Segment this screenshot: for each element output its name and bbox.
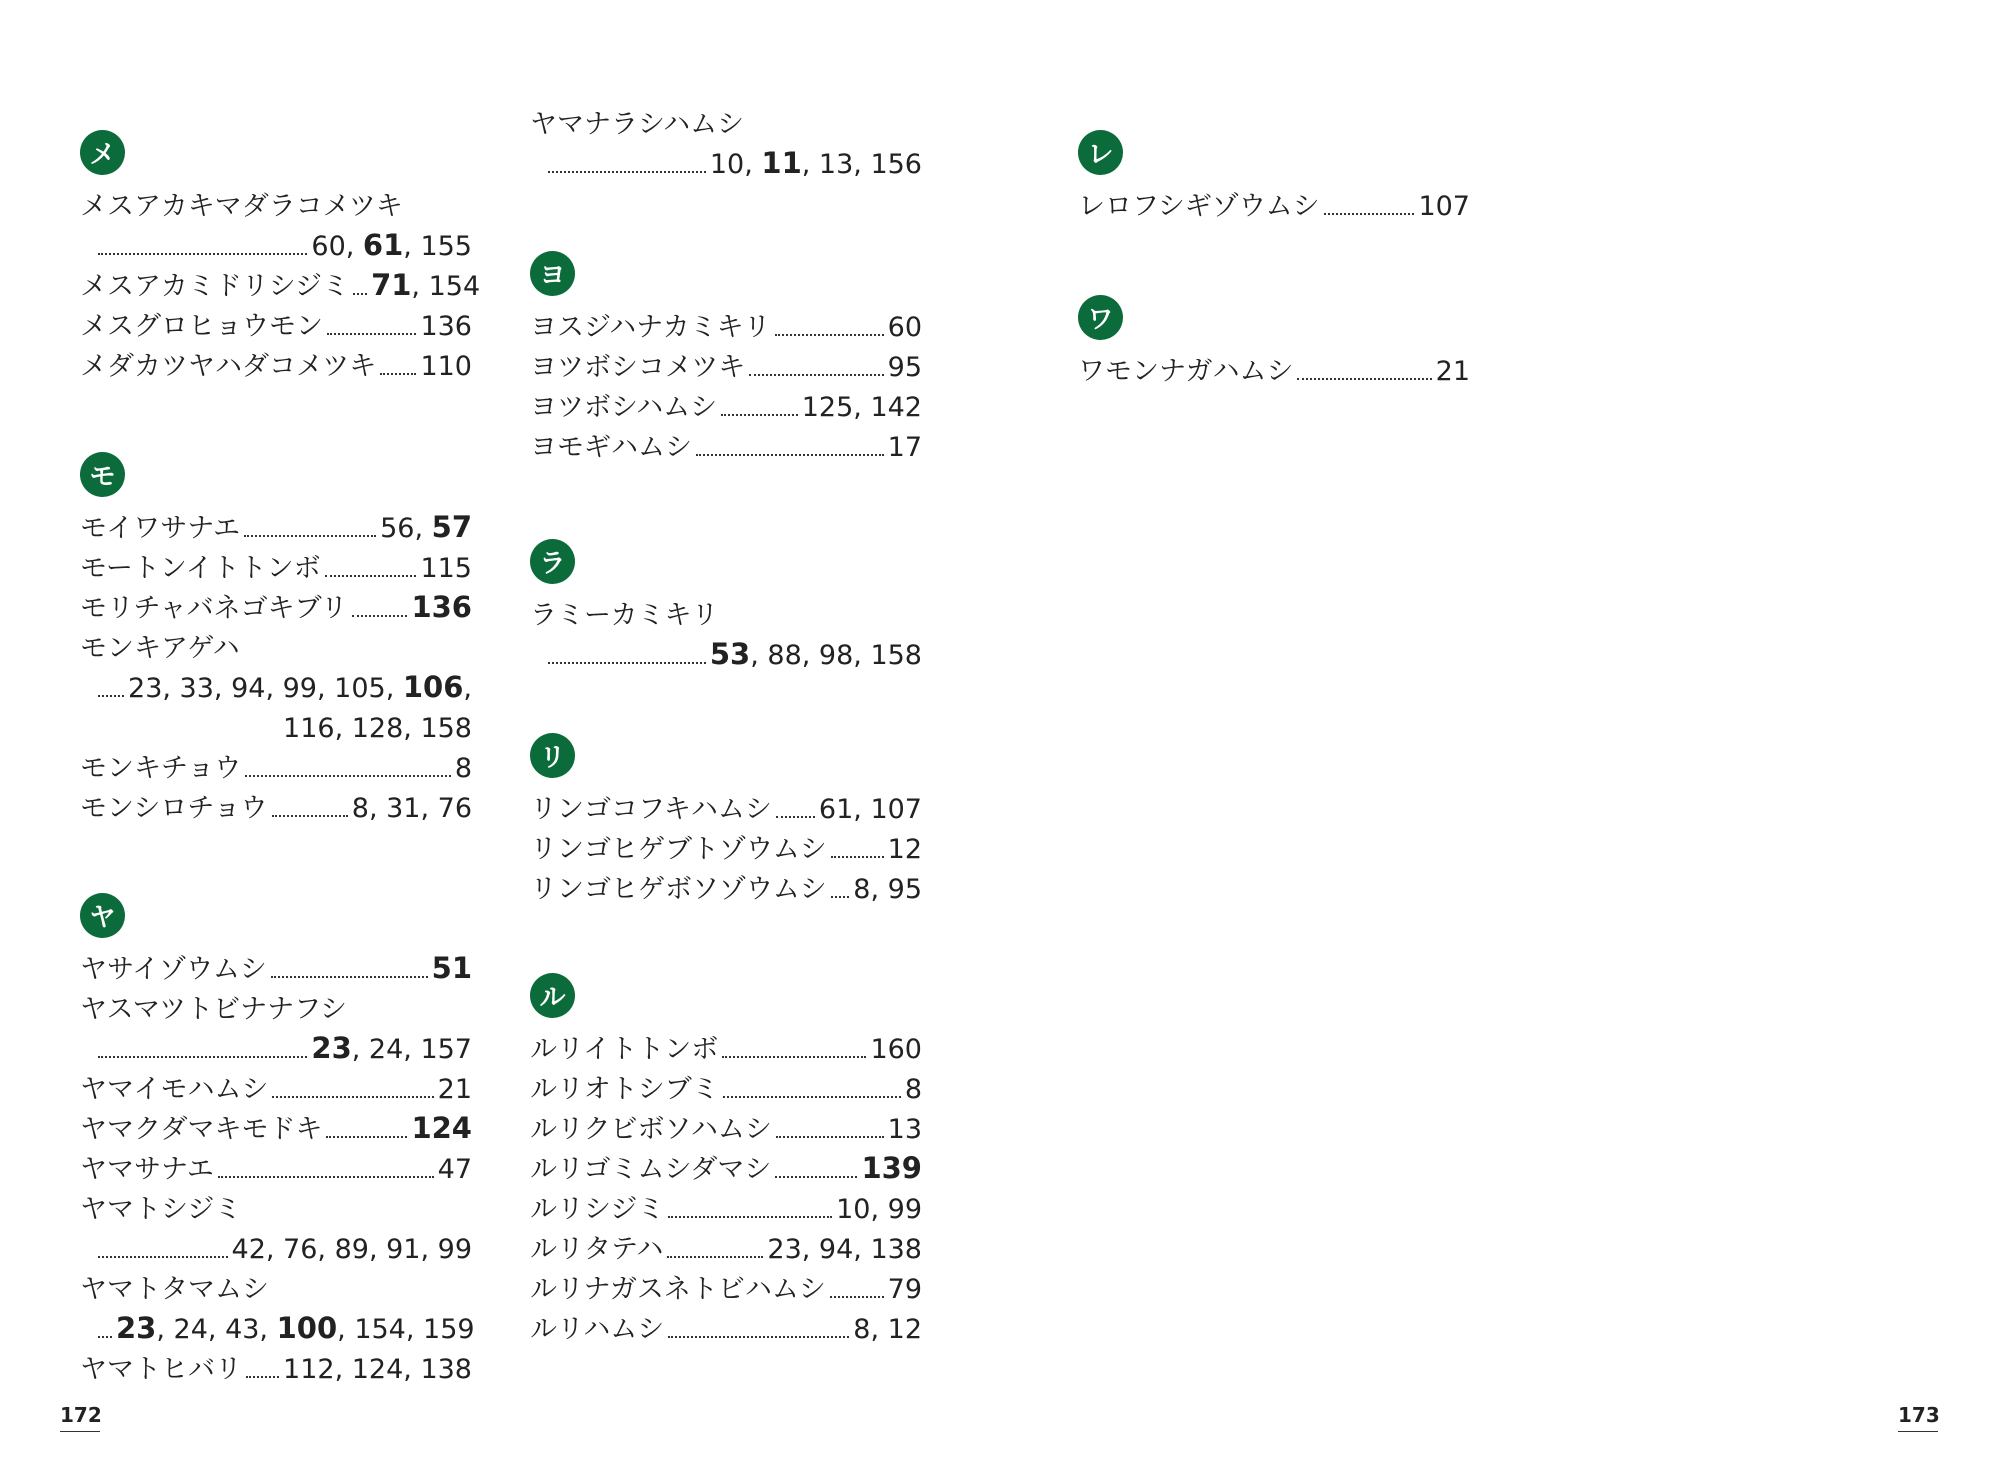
page-ref: 95 bbox=[887, 874, 922, 905]
page-ref: 99 bbox=[282, 673, 317, 704]
page-ref: 94 bbox=[818, 1234, 854, 1265]
section-letter-badge: ヤ bbox=[80, 893, 125, 938]
page-ref: 112 bbox=[283, 1354, 335, 1385]
entry-pages: 23, 24, 43, 100, 154, 159 bbox=[116, 1311, 475, 1345]
page-ref: 60 bbox=[311, 231, 346, 262]
entry-name: モンキアゲハ bbox=[80, 633, 240, 664]
index-entry bbox=[530, 388, 922, 428]
dot-leader bbox=[1324, 212, 1415, 215]
page-ref: 105 bbox=[334, 673, 386, 704]
section-letter-badge: レ bbox=[1078, 130, 1123, 175]
dot-leader bbox=[696, 453, 884, 456]
entry-name: ヤマイモハムシ bbox=[80, 1074, 269, 1105]
page-ref: 89 bbox=[334, 1234, 369, 1265]
dot-leader bbox=[830, 1295, 884, 1298]
dot-leader bbox=[218, 1175, 434, 1178]
dot-leader bbox=[272, 814, 348, 817]
entry-name: リンゴコフキハムシ bbox=[530, 794, 772, 825]
entry-pages: 23, 94, 138 bbox=[767, 1234, 922, 1265]
entry-name: ヤマトシジミ bbox=[80, 1194, 242, 1225]
index-entry bbox=[80, 1270, 475, 1350]
entry-name: ヤスマツトビナナフシ bbox=[80, 994, 348, 1025]
section-ra bbox=[530, 539, 922, 676]
page-ref: 71 bbox=[371, 268, 412, 302]
entry-pages: 56, 57 bbox=[380, 510, 472, 544]
entry-name: モンシロチョウ bbox=[80, 793, 268, 824]
entry-pages bbox=[411, 1108, 472, 1150]
index-entry bbox=[530, 1230, 922, 1270]
page-ref: 100 bbox=[276, 1311, 338, 1345]
index-entry bbox=[80, 629, 472, 749]
entry-name: ヨツボシハムシ bbox=[530, 392, 718, 423]
page-ref: 138 bbox=[420, 1354, 472, 1385]
page-ref: 91 bbox=[386, 1234, 421, 1265]
index-entry bbox=[80, 1350, 472, 1390]
entry-pages-line bbox=[80, 227, 472, 267]
page-ref: 31 bbox=[386, 793, 421, 824]
entry-name: メスアカミドリシジミ bbox=[80, 271, 350, 302]
entry-name-line bbox=[80, 990, 472, 1030]
dot-leader bbox=[325, 574, 417, 577]
page-ref: 107 bbox=[870, 794, 922, 825]
entry-line bbox=[80, 509, 472, 549]
dot-leader bbox=[98, 1055, 307, 1058]
section-letter-badge: ワ bbox=[1078, 295, 1123, 340]
entry-pages-line bbox=[530, 636, 922, 676]
entry-pages bbox=[420, 347, 472, 387]
page-ref: 21 bbox=[437, 1074, 472, 1105]
index-entry bbox=[80, 187, 472, 267]
page-ref: 13 bbox=[887, 1114, 922, 1145]
index-entry bbox=[80, 1150, 472, 1190]
page-ref: 116 bbox=[283, 713, 335, 744]
index-entry bbox=[530, 428, 922, 468]
page-ref: 8 bbox=[351, 793, 369, 824]
dot-leader bbox=[352, 614, 408, 617]
entry-pages: 42, 76, 89, 91, 99 bbox=[231, 1234, 472, 1265]
page-ref: 136 bbox=[420, 311, 472, 342]
entry-name: ヤマサナエ bbox=[80, 1154, 214, 1185]
entry-name: ヨツボシコメツキ bbox=[530, 352, 746, 383]
entry-pages bbox=[1436, 352, 1470, 392]
entry-name: モンキチョウ bbox=[80, 753, 242, 784]
page-ref: 33 bbox=[179, 673, 214, 704]
entry-line bbox=[1078, 352, 1470, 392]
entry-name: ヤサイゾウムシ bbox=[80, 954, 267, 985]
entry-pages bbox=[888, 428, 922, 468]
index-entry bbox=[1078, 352, 1470, 392]
entry-line bbox=[80, 267, 481, 307]
dot-leader bbox=[98, 1255, 228, 1258]
section-letter-badge: ラ bbox=[530, 539, 575, 584]
section-ru bbox=[530, 973, 922, 1350]
dot-leader bbox=[776, 815, 815, 818]
entry-pages bbox=[1418, 187, 1470, 227]
page-ref: 42 bbox=[231, 1234, 266, 1265]
page-ref: 23 bbox=[311, 1031, 352, 1065]
index-entry bbox=[80, 950, 472, 990]
entry-line bbox=[530, 1070, 922, 1110]
page-ref: 23 bbox=[128, 673, 163, 704]
entry-pages: 8, 31, 76 bbox=[351, 793, 472, 824]
entry-name: メダカツヤハダコメツキ bbox=[80, 351, 377, 382]
dot-leader bbox=[668, 1215, 832, 1218]
page-ref: 138 bbox=[870, 1234, 922, 1265]
entry-line bbox=[80, 1150, 472, 1190]
section-ri bbox=[530, 733, 922, 910]
entry-line bbox=[80, 1350, 472, 1390]
entry-name-line bbox=[80, 1270, 472, 1310]
entry-pages bbox=[888, 830, 922, 870]
page-ref: 155 bbox=[420, 231, 472, 262]
entry-pages bbox=[411, 587, 472, 629]
page-ref: 53 bbox=[709, 637, 751, 671]
entry-line bbox=[530, 1030, 922, 1070]
entry-pages bbox=[888, 1270, 922, 1310]
page-ref: 76 bbox=[283, 1234, 318, 1265]
dot-leader bbox=[721, 413, 798, 416]
entry-line bbox=[530, 830, 922, 870]
entry-line bbox=[80, 307, 472, 347]
dot-leader bbox=[326, 1135, 407, 1138]
entry-pages bbox=[438, 1070, 472, 1110]
page-ref: 17 bbox=[887, 432, 922, 463]
entry-pages: 125, 142 bbox=[801, 392, 922, 423]
entry-pages bbox=[888, 348, 922, 388]
entry-name-line bbox=[80, 1190, 472, 1230]
dot-leader bbox=[775, 1175, 857, 1178]
index-entry bbox=[530, 870, 922, 910]
entry-name: リンゴヒゲブトゾウムシ bbox=[530, 834, 827, 865]
entry-pages bbox=[905, 1070, 922, 1110]
page-ref: 8 bbox=[904, 1074, 922, 1105]
entry-line bbox=[530, 1230, 922, 1270]
page-ref: 160 bbox=[870, 1034, 922, 1065]
entry-pages bbox=[438, 1150, 472, 1190]
index-entry bbox=[530, 1110, 922, 1150]
page-ref: 159 bbox=[423, 1314, 475, 1345]
entry-pages-line bbox=[80, 669, 472, 709]
index-entry bbox=[530, 1310, 922, 1350]
page-ref: 154 bbox=[354, 1314, 406, 1345]
page-ref: 154 bbox=[428, 271, 481, 302]
entry-line bbox=[1078, 187, 1470, 227]
dot-leader bbox=[749, 373, 883, 376]
entry-pages: 60, 61, 155 bbox=[311, 228, 472, 262]
page-ref: 158 bbox=[870, 640, 922, 671]
entry-line bbox=[80, 549, 472, 589]
page-ref: 76 bbox=[437, 793, 472, 824]
page-ref: 99 bbox=[437, 1234, 472, 1265]
index-entry bbox=[530, 1270, 922, 1310]
entry-name: ワモンナガハムシ bbox=[1078, 356, 1294, 387]
page-ref: 115 bbox=[420, 553, 472, 584]
dot-leader bbox=[1297, 377, 1431, 380]
page-ref: 142 bbox=[870, 392, 922, 423]
index-entry bbox=[530, 308, 922, 348]
page-ref: 47 bbox=[437, 1154, 472, 1185]
entry-line bbox=[80, 749, 472, 789]
entry-name: メスグロヒョウモン bbox=[80, 311, 323, 342]
dot-leader bbox=[246, 1375, 279, 1378]
page-ref: 156 bbox=[870, 149, 922, 180]
dot-leader bbox=[831, 895, 850, 898]
page-ref: 51 bbox=[431, 951, 472, 985]
entry-pages bbox=[861, 1148, 922, 1190]
entry-line bbox=[530, 348, 922, 388]
page-ref: 61 bbox=[818, 794, 854, 825]
page-ref: 136 bbox=[411, 590, 472, 624]
dot-leader bbox=[776, 1135, 884, 1138]
dot-leader bbox=[245, 774, 451, 777]
entry-name: ヤマトヒバリ bbox=[80, 1354, 242, 1385]
entry-pages: 112, 124, 138 bbox=[283, 1354, 472, 1385]
page-ref: 8 bbox=[853, 874, 871, 905]
entry-name: ヤマトタマムシ bbox=[80, 1274, 269, 1305]
page-ref: 94 bbox=[231, 673, 266, 704]
entry-pages: 8, 12 bbox=[853, 1314, 922, 1345]
dot-leader bbox=[723, 1095, 901, 1098]
entry-pages: 53, 88, 98, 158 bbox=[709, 637, 922, 671]
entry-name-line bbox=[530, 105, 922, 145]
page-ref: 139 bbox=[861, 1151, 922, 1185]
entry-name: モイワサナエ bbox=[80, 513, 241, 544]
page-ref: 61 bbox=[362, 228, 404, 262]
dot-leader bbox=[244, 534, 376, 537]
index-entry bbox=[80, 1190, 472, 1270]
page-ref: 56 bbox=[380, 513, 415, 544]
entry-pages: 61, 107 bbox=[818, 794, 922, 825]
index-entry bbox=[530, 1190, 922, 1230]
page-ref: 21 bbox=[1435, 356, 1470, 387]
entry-pages-line bbox=[530, 145, 922, 185]
entry-pages: 71, 154 bbox=[371, 268, 481, 302]
page-ref: 24 bbox=[368, 1034, 404, 1065]
entry-name-line bbox=[530, 596, 922, 636]
section-ya bbox=[80, 893, 475, 1390]
index-entry bbox=[530, 1150, 922, 1190]
dot-leader bbox=[668, 1335, 849, 1338]
entry-name: ルリタテハ bbox=[530, 1234, 664, 1265]
index-entry bbox=[80, 789, 472, 829]
section-me bbox=[80, 130, 481, 387]
page-ref: 23 bbox=[767, 1234, 802, 1265]
entry-name: ヨモギハムシ bbox=[530, 432, 692, 463]
index-entry bbox=[530, 790, 922, 830]
page-ref: 124 bbox=[351, 1354, 404, 1385]
section-letter-badge: モ bbox=[80, 452, 125, 497]
dot-leader bbox=[353, 292, 367, 295]
entry-name: ルリイトトンボ bbox=[530, 1034, 719, 1065]
section-wa bbox=[1078, 295, 1470, 392]
index-entry bbox=[530, 348, 922, 388]
entry-line bbox=[530, 308, 922, 348]
dot-leader bbox=[548, 661, 706, 664]
section-letter-badge: ル bbox=[530, 973, 575, 1018]
entry-pages bbox=[888, 1110, 922, 1150]
index-entry bbox=[530, 596, 922, 676]
entry-pages: 23, 33, 94, 99, 105, 106, bbox=[128, 670, 472, 704]
page-ref: 98 bbox=[818, 640, 854, 671]
dot-leader bbox=[722, 1055, 866, 1058]
entry-name: ルリシジミ bbox=[530, 1194, 665, 1225]
dot-leader bbox=[831, 855, 884, 858]
page-ref: 157 bbox=[420, 1034, 472, 1065]
entry-name: モリチャバネゴキブリ bbox=[80, 593, 348, 624]
entry-line bbox=[80, 950, 472, 990]
page-ref: 24 bbox=[173, 1314, 208, 1345]
entry-line bbox=[530, 428, 922, 468]
dot-leader bbox=[98, 1335, 112, 1338]
index-entry bbox=[80, 267, 481, 307]
index-entry bbox=[530, 1030, 922, 1070]
page-ref: 99 bbox=[887, 1194, 922, 1225]
page-ref: 43 bbox=[225, 1314, 260, 1345]
page-ref: 110 bbox=[420, 351, 472, 382]
page-ref: 8 bbox=[454, 753, 472, 784]
page-ref: 124 bbox=[411, 1111, 472, 1145]
entry-pages bbox=[455, 749, 472, 789]
section-letter-badge: メ bbox=[80, 130, 125, 175]
index-entry bbox=[80, 347, 472, 387]
entry-pages bbox=[888, 308, 922, 348]
entry-line bbox=[80, 1070, 472, 1110]
entry-pages bbox=[420, 307, 472, 347]
entry-pages: 8, 95 bbox=[853, 874, 922, 905]
entry-pages: 23, 24, 157 bbox=[311, 1031, 472, 1065]
dot-leader bbox=[98, 252, 307, 255]
page-ref: 88 bbox=[767, 640, 802, 671]
index-entry bbox=[530, 830, 922, 870]
entry-line bbox=[80, 789, 472, 829]
section-re bbox=[1078, 130, 1470, 227]
entry-pages-continued: 116, 128, 158 bbox=[283, 713, 472, 744]
index-entry bbox=[80, 509, 472, 549]
entry-name: ヤマクダマキモドキ bbox=[80, 1114, 323, 1145]
entry-pages bbox=[870, 1030, 922, 1070]
entry-name: モートンイトトンボ bbox=[80, 553, 321, 584]
index-entry bbox=[530, 105, 922, 185]
section-ya-continued bbox=[530, 105, 922, 185]
entry-name: ヤマナラシハムシ bbox=[530, 109, 745, 140]
entry-line bbox=[530, 1310, 922, 1350]
entry-name: ルリオトシブミ bbox=[530, 1074, 719, 1105]
index-entry bbox=[80, 549, 472, 589]
entry-name: レロフシギゾウムシ bbox=[1078, 191, 1320, 222]
dot-leader bbox=[775, 333, 884, 336]
entry-name: ルリナガスネトビハムシ bbox=[530, 1274, 826, 1305]
entry-line bbox=[530, 870, 922, 910]
entry-line bbox=[530, 1150, 922, 1190]
section-letter-badge: リ bbox=[530, 733, 575, 778]
entry-line bbox=[530, 1270, 922, 1310]
entry-name: ルリハムシ bbox=[530, 1314, 665, 1345]
index-entry bbox=[80, 1110, 472, 1150]
entry-name: ラミーカミキリ bbox=[530, 600, 719, 631]
dot-leader bbox=[380, 372, 416, 375]
page-ref: 107 bbox=[1418, 191, 1470, 222]
entry-line bbox=[530, 1190, 922, 1230]
dot-leader bbox=[667, 1255, 763, 1258]
index-entry bbox=[80, 749, 472, 789]
page-ref: 106 bbox=[402, 670, 464, 704]
page-ref: 11 bbox=[761, 146, 802, 180]
entry-line bbox=[80, 1110, 472, 1150]
entry-name: ヨスジハナカミキリ bbox=[530, 312, 771, 343]
entry-name-line bbox=[80, 629, 472, 669]
section-mo bbox=[80, 452, 472, 829]
section-yo bbox=[530, 251, 922, 468]
page-ref: 23 bbox=[116, 1311, 157, 1345]
entry-pages: 10, 11, 13, 156 bbox=[709, 146, 922, 180]
page-number-left: 172 bbox=[60, 1403, 100, 1432]
section-letter-badge: ヨ bbox=[530, 251, 575, 296]
entry-line bbox=[530, 1110, 922, 1150]
page-ref: 12 bbox=[887, 1314, 922, 1345]
entry-pages-line bbox=[80, 1030, 472, 1070]
page-ref: 10 bbox=[709, 149, 745, 180]
entry-line bbox=[80, 589, 472, 629]
page-ref: 79 bbox=[887, 1274, 922, 1305]
index-entry bbox=[80, 990, 472, 1070]
page-ref: 10 bbox=[836, 1194, 871, 1225]
index-entry bbox=[80, 1070, 472, 1110]
entry-name-line bbox=[80, 187, 472, 227]
entry-name: リンゴヒゲボソゾウムシ bbox=[530, 874, 827, 905]
entry-line bbox=[530, 388, 922, 428]
entry-pages bbox=[420, 549, 472, 589]
page-ref: 128 bbox=[351, 713, 404, 744]
page-ref: 57 bbox=[431, 510, 472, 544]
page-ref: 13 bbox=[818, 149, 854, 180]
entry-pages: 10, 99 bbox=[836, 1194, 922, 1225]
dot-leader bbox=[327, 332, 416, 335]
index-entry bbox=[80, 307, 472, 347]
page-ref: 95 bbox=[887, 352, 922, 383]
page-ref: 8 bbox=[853, 1314, 871, 1345]
index-entry bbox=[80, 589, 472, 629]
dot-leader bbox=[272, 1095, 433, 1098]
page-ref: 158 bbox=[420, 713, 472, 744]
entry-name: ルリゴミムシダマシ bbox=[530, 1154, 772, 1185]
page-number-right: 173 bbox=[1898, 1403, 1938, 1432]
page-ref: 60 bbox=[887, 312, 922, 343]
index-entry bbox=[530, 1070, 922, 1110]
dot-leader bbox=[548, 170, 706, 173]
page-ref: 125 bbox=[801, 392, 854, 423]
entry-name: ルリクビボソハムシ bbox=[530, 1114, 772, 1145]
entry-pages bbox=[432, 948, 472, 990]
entry-line bbox=[80, 347, 472, 387]
dot-leader bbox=[271, 975, 428, 978]
page-ref: 12 bbox=[887, 834, 922, 865]
entry-pages-line bbox=[80, 1310, 475, 1350]
dot-leader bbox=[98, 694, 124, 697]
entry-name: メスアカキマダラコメツキ bbox=[80, 191, 403, 222]
entry-pages-line bbox=[80, 1230, 472, 1270]
entry-line bbox=[530, 790, 922, 830]
index-entry bbox=[1078, 187, 1470, 227]
